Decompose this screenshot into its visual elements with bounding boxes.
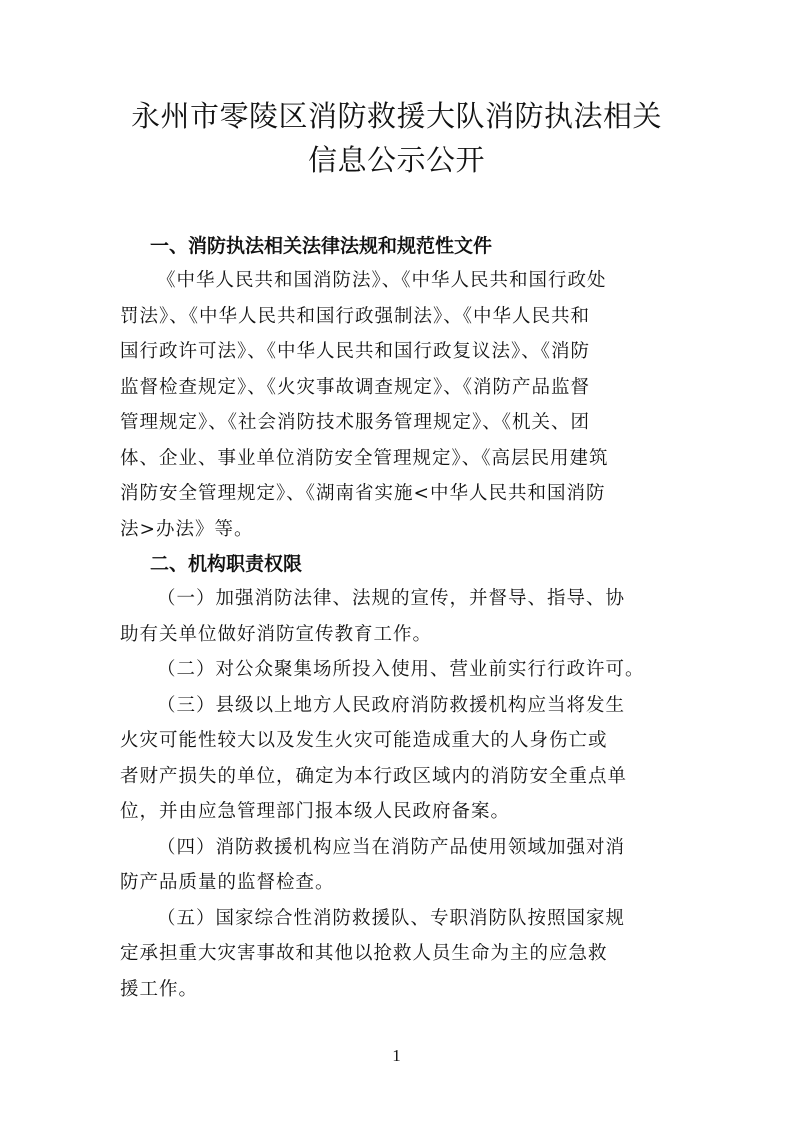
text-line: （一）加强消防法律、法规的宣传，并督导、指导、协: [157, 588, 626, 609]
paragraph-duty-1: [120, 581, 680, 652]
text-line: （五）国家综合性消防救援队、专职消防队按照国家规: [157, 907, 626, 929]
text-line: （四）消防救援机构应当在消防产品使用领域加强对消: [157, 836, 626, 858]
text-line: 消防安全管理规定》、《湖南省实施<中华人民共和国消防: [120, 483, 606, 504]
text-line: 者财产损失的单位，确定为本行政区域内的消防安全重点单: [120, 765, 628, 787]
text-line: 罚法》、《中华人民共和国行政强制法》、《中华人民共和: [120, 305, 591, 327]
text-line: 火灾可能性较大以及发生火灾可能造成重大的人身伤亡或: [120, 730, 608, 751]
text-line: 援工作。: [120, 978, 199, 1000]
section-duties: [120, 547, 680, 1007]
text-line: 位，并由应急管理部门报本级人民政府备案。: [120, 801, 511, 822]
text-line: 防产品质量的监督检查。: [120, 872, 335, 893]
document-title: [100, 94, 693, 182]
text-line: 定承担重大灾害事故和其他以抢救人员生命为主的应急救: [120, 943, 608, 964]
text-line: （二）对公众聚集场所投入使用、营业前实行行政许可。: [157, 659, 645, 680]
section-regulations: [120, 229, 680, 547]
paragraph-duty-3: [120, 688, 680, 830]
page-number: 1: [392, 1046, 401, 1065]
paragraph-regulations-list: [120, 263, 680, 547]
text-line: 助有关单位做好消防宣传教育工作。: [120, 623, 433, 645]
text-line: 《中华人民共和国消防法》、《中华人民共和国行政处: [157, 270, 607, 291]
section-heading-regulations: 一、消防执法相关法律法规和规范性文件: [150, 235, 493, 257]
document-body: [120, 229, 680, 1007]
text-line: 管理规定》、《社会消防技术服务管理规定》、《机关、团: [120, 412, 591, 433]
paragraph-duty-4: [120, 830, 680, 901]
text-line: 监督检查规定》、《火灾事故调查规定》、《消防产品监督: [120, 376, 591, 398]
title-line-1: 永州市零陵区消防救援大队消防执法相关: [130, 99, 662, 133]
paragraph-duty-5: [120, 901, 680, 1008]
text-line: 法>办法》等。: [120, 518, 254, 540]
text-line: 国行政许可法》、《中华人民共和国行政复议法》、《消防: [120, 341, 591, 362]
text-line: 体、企业、事业单位消防安全管理规定》、《高层民用建筑: [120, 447, 609, 469]
title-line-2: 信息公示公开: [307, 143, 485, 177]
paragraph-duty-2: [120, 652, 680, 688]
section-heading-duties: 二、机构职责权限: [150, 553, 303, 575]
text-line: （三）县级以上地方人民政府消防救援机构应当将发生: [157, 694, 626, 716]
